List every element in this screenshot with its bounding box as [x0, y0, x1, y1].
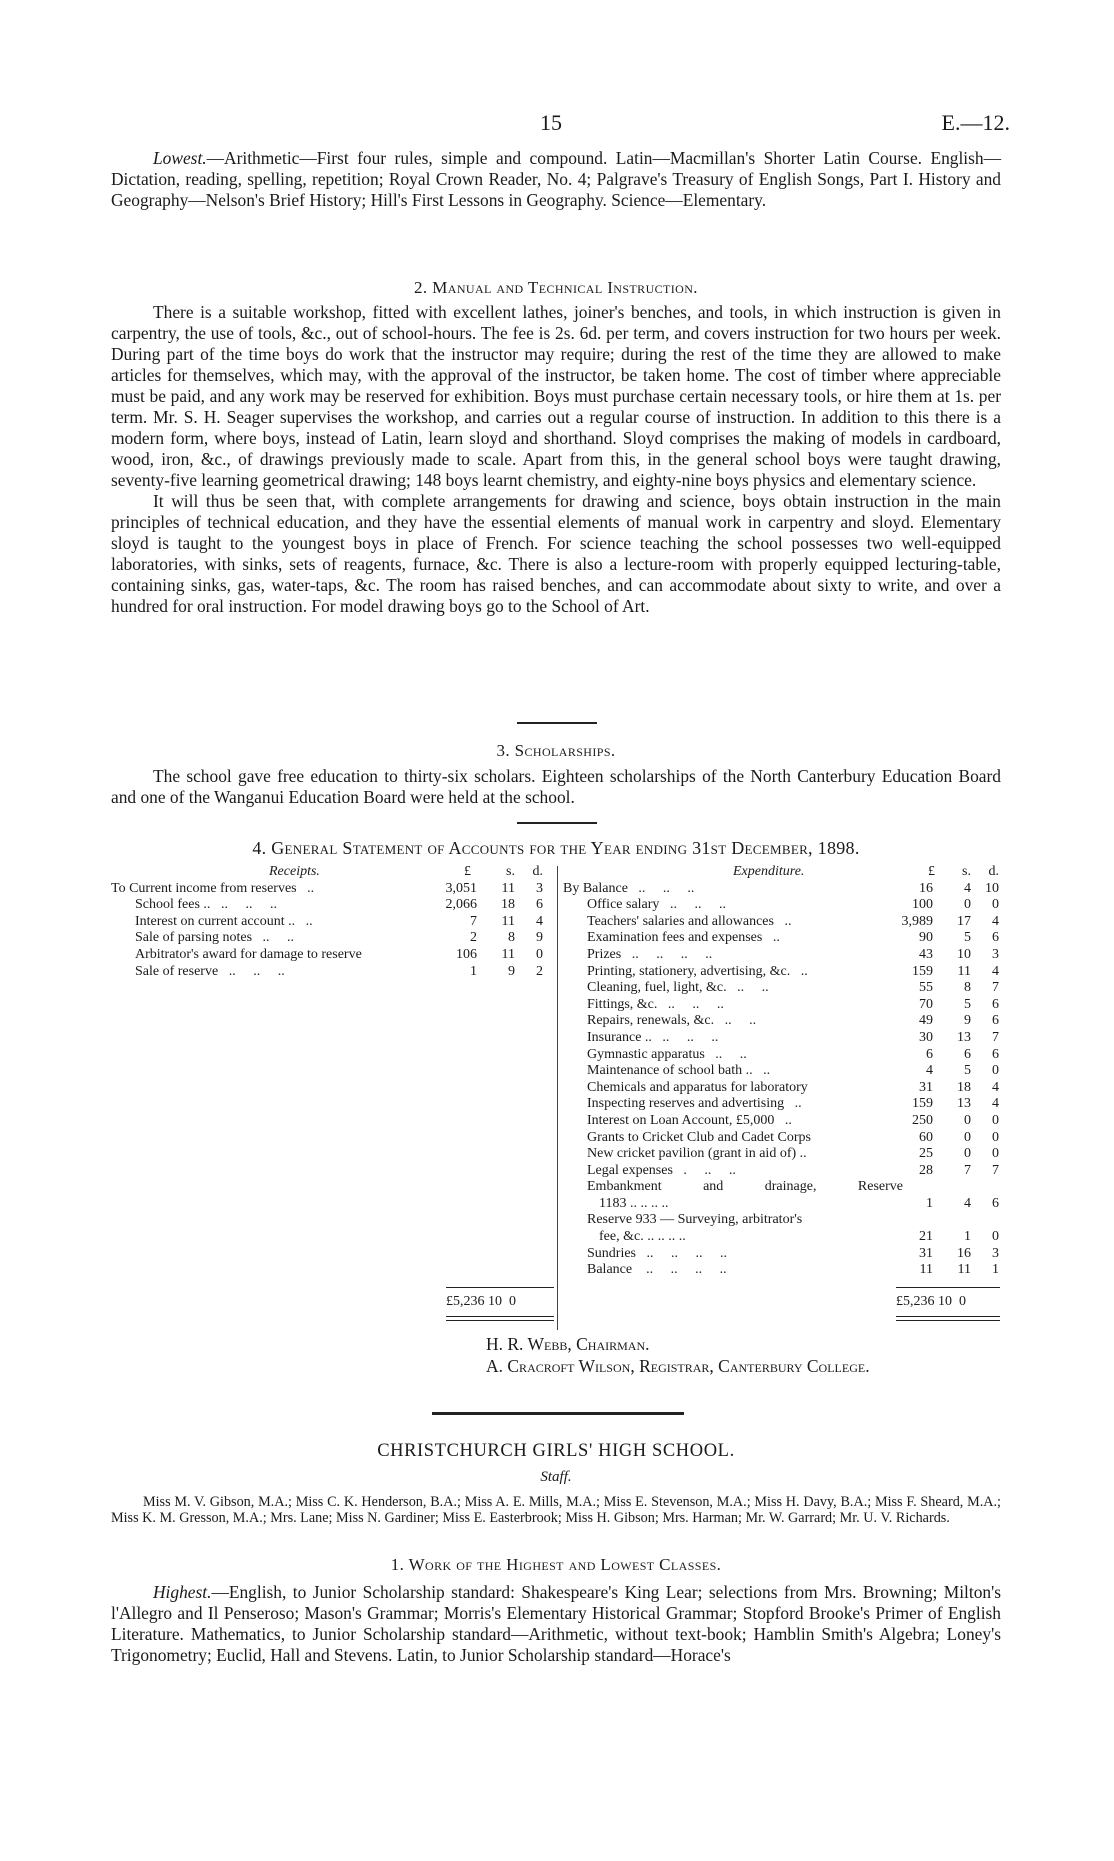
- expenditure-label-text: Fittings, &c.: [587, 996, 658, 1012]
- expenditure-label-text: Printing, stationery, advertising, &c.: [587, 963, 791, 979]
- amount-pence: 6: [992, 930, 999, 946]
- receipts-table: [111, 864, 551, 980]
- expenditure-row: [563, 1146, 1003, 1163]
- amount-pence: 0: [992, 1146, 999, 1162]
- manual-paragraph-1: There is a suitable workshop, fitted with excellent lathes, joiner's benches, and tools, in which instruction is given in carpentry, the use of tools, &c., out of school-hours. The fee is 2s. 6d. per term, and covers instruction for two hours per week. During part of the time boys do work that the instructor may require; during the rest of the time they are allowed to make articles for themselves, which may, with the approval of the instructor, be taken home. The cost of timber where appreciable must be paid, and any work may be reserved for exhibition. Boys must purchase certain necessary tools, or hire them at 1s. per term. Mr. S. H. Seager supervises the workshop, and carries out a regular course of instruction. In addition to this there is a modern form, where boys, instead of Latin, learn sloyd and shorthand. Sloyd comprises the making of models in cardboard, wood, iron, &c., of drawings previously made to scale. Apart from this, in the general school boys were taught drawing, seventy-five learning geometrical drawing; 148 boys learnt chemistry, and eighty-nine boys physics and elementary science.: [111, 302, 1001, 490]
- receipt-label-text: To Current income from reserves: [111, 880, 297, 896]
- amount-shillings: 9: [964, 1013, 971, 1029]
- amount-pounds: 28: [919, 1162, 933, 1178]
- col-shillings: s.: [962, 864, 971, 879]
- amount-shillings: 5: [964, 1063, 971, 1079]
- manual-paragraph-2: It will thus be seen that, with complete arrangements for drawing and science, boys obtain instruction in the main principles of technical education, and they have the essential elements of manual work in carpentry and sloyd. Elementary sloyd is taught to the youngest boys in place of French. For science teaching the school possesses two well-equipped laboratories, with sinks, sets of reagents, furnace, &c. There is also a lecture-room with properly equipped lecturing-table, containing sinks, gas, water-taps, &c. The room has raised benches, and can accommodate about sixty to write, and over a hundred for oral instruction. For model drawing boys go to the School of Art.: [111, 491, 1001, 616]
- chairman-signature: [486, 1334, 649, 1355]
- expenditure-label-text: Maintenance of school bath ..: [587, 1063, 753, 1079]
- leader-dots: . .. ..: [683, 1162, 736, 1178]
- col-pound: £: [928, 864, 935, 879]
- amount-pounds: 60: [919, 1129, 933, 1145]
- receipt-row: [111, 964, 551, 981]
- expenditure-row: [563, 930, 1003, 947]
- amount-pounds: 55: [919, 980, 933, 996]
- scholarships-text: The school gave free education to thirty-six scholars. Eighteen scholarships of the North Canterbury Education Board and one of the Wanganui Education Board were held at the school.: [111, 766, 1001, 807]
- amount-pounds: 43: [919, 946, 933, 962]
- expenditure-row: [563, 1096, 1003, 1113]
- amount-pounds: 159: [912, 1096, 933, 1112]
- amount-shillings: 1: [964, 1229, 971, 1245]
- amount-shillings: 13: [957, 1029, 971, 1045]
- col-pound: £: [464, 864, 471, 879]
- receipt-row: [111, 947, 551, 964]
- amount-pence: 4: [536, 913, 543, 929]
- work-heading-text: 1. Work of the Highest and Lowest Classes.: [390, 1555, 722, 1574]
- amount-pence: 3: [536, 880, 543, 896]
- leader-dots: .. .. ..: [669, 897, 726, 913]
- amount-shillings: 11: [957, 1262, 971, 1278]
- amount-pence: 10: [985, 880, 999, 896]
- receipt-label-text: School fees ..: [135, 897, 211, 913]
- amount-shillings: 0: [964, 1129, 971, 1145]
- amount-shillings: 16: [957, 1245, 971, 1261]
- lowest-lead: Lowest.: [153, 148, 207, 168]
- expenditure-label: [587, 1030, 718, 1047]
- receipt-row: [111, 881, 551, 898]
- expenditure-label-text: New cricket pavilion (grant in aid of) ..: [587, 1146, 807, 1162]
- expenditure-label: [587, 1080, 808, 1097]
- amount-shillings: 4: [964, 880, 971, 896]
- total-double-rule: [446, 1320, 554, 1321]
- expenditure-label: [587, 1063, 770, 1080]
- staff-list: [111, 1494, 1001, 1526]
- amount-pounds: 100: [912, 897, 933, 913]
- amount-pounds: 21: [919, 1229, 933, 1245]
- expenditure-row: [563, 964, 1003, 981]
- amount-pounds: 250: [912, 1112, 933, 1128]
- work-heading: [111, 1555, 1001, 1575]
- expenditure-row: [563, 1113, 1003, 1130]
- receipts-total: [446, 1294, 556, 1311]
- amount-pence: 4: [992, 913, 999, 929]
- amount-pounds: 3,051: [445, 880, 477, 896]
- amount-pence: 6: [992, 1195, 999, 1211]
- sundries-label: Sundries: [587, 1245, 636, 1261]
- leader-dots: ..: [784, 913, 792, 929]
- expenditure-label-text: Gymnastic apparatus: [587, 1046, 705, 1062]
- amount-shillings: 0: [964, 1112, 971, 1128]
- expenditure-label: [587, 964, 808, 981]
- amount-pounds: 11: [919, 1262, 933, 1278]
- highest-lead: Highest.: [153, 1582, 212, 1602]
- leader-dots: .. ..: [715, 1046, 747, 1062]
- column-divider: [557, 866, 558, 1330]
- receipt-label-text: Interest on current account ..: [135, 913, 296, 929]
- amount-pence: 0: [992, 897, 999, 913]
- leader-dots: ..: [794, 1096, 802, 1112]
- amount-shillings: 7: [964, 1162, 971, 1178]
- expenditure-label-text: Examination fees and expenses: [587, 930, 763, 946]
- amount-shillings: 18: [957, 1079, 971, 1095]
- leader-dots: .. ..: [262, 930, 295, 946]
- expenditure-row: [563, 897, 1003, 914]
- expenditure-row: [563, 947, 1003, 964]
- leader-dots: ..: [784, 1112, 792, 1128]
- expenditure-row: [563, 1063, 1003, 1080]
- expenditure-label-text: Office salary: [587, 897, 660, 913]
- amount-shillings: 0: [964, 1146, 971, 1162]
- receipt-label-text: Arbitrator's award for damage to reserve: [135, 946, 362, 962]
- expenditure-row: [563, 1030, 1003, 1047]
- amount-shillings: 13: [957, 1096, 971, 1112]
- leader-dots: ..: [305, 913, 313, 929]
- receipt-label: [111, 881, 314, 898]
- col-pence: d.: [988, 864, 999, 879]
- amount-pounds: 2: [470, 930, 477, 946]
- girls-school-title: CHRISTCHURCH GIRLS' HIGH SCHOOL.: [377, 1441, 735, 1461]
- leader-dots: ..: [772, 930, 780, 946]
- expenditure-row: [563, 1179, 1003, 1196]
- expenditure-label-text: Prizes: [587, 946, 622, 962]
- leader-dots: .. .. ..: [228, 963, 285, 979]
- expenditure-total-value: £5,236 10 0: [896, 1294, 966, 1309]
- receipt-label-text: Sale of reserve: [135, 963, 219, 979]
- expenditure-label: [587, 897, 726, 914]
- expenditure-header-row: [563, 864, 1003, 881]
- expenditure-row: [563, 1212, 1003, 1229]
- leader-dots: .. ..: [737, 980, 769, 996]
- staff-text: Miss M. V. Gibson, M.A.; Miss C. K. Henderson, B.A.; Miss A. E. Mills, M.A.; Miss E. Stevenson, M.A.; Miss H. Davy, B.A.; Miss F. Sheard, M.A.; Miss K. M. Gresson, M.A.; Mrs. Lane; Miss N. Gardiner; Miss E. Easterbrook; Miss H. Gibson; Mrs. Harman; Mr. W. Garrard; Mr. U. V. Richards.: [111, 1494, 1001, 1526]
- amount-shillings: 4: [964, 1195, 971, 1211]
- amount-pence: 0: [992, 1112, 999, 1128]
- expenditure-row: [563, 1246, 1003, 1263]
- amount-pence: 0: [992, 1063, 999, 1079]
- expenditure-row: [563, 1080, 1003, 1097]
- amount-shillings: 11: [957, 963, 971, 979]
- expenditure-label: [587, 1262, 727, 1279]
- expenditure-label-text: By Balance: [563, 880, 628, 896]
- heavy-divider: [432, 1412, 684, 1415]
- expenditure-row: [563, 1013, 1003, 1030]
- receipt-label: [135, 964, 285, 981]
- highest-paragraph: [111, 1582, 1001, 1666]
- expenditure-label: [587, 1130, 811, 1147]
- total-double-rule: [896, 1320, 1000, 1321]
- lowest-text: —Arithmetic—First four rules, simple and compound. Latin—Macmillan's Shorter Latin Course. English—Dictation, reading, spelling, repetition; Royal Crown Reader, No. 4; Palgrave's Treasury of English Songs, Part I. History and Geography—Nelson's Brief History; Hill's First Lessons in Geography. Science—Elementary.: [111, 148, 1001, 210]
- amount-pence: 6: [992, 1046, 999, 1062]
- amount-pounds: 90: [919, 930, 933, 946]
- registrar-text: A. Cracroft Wilson, Registrar, Canterbury College.: [486, 1356, 870, 1376]
- expenditure-label: Reserve 933 — Surveying, arbitrator's: [587, 1212, 803, 1228]
- expenditure-label: [587, 930, 780, 947]
- amount-pounds: 4: [926, 1063, 933, 1079]
- expenditure-label: [587, 1113, 792, 1130]
- registrar-signature: [486, 1356, 870, 1377]
- expenditure-row: [563, 1130, 1003, 1147]
- expenditure-label-text: Repairs, renewals, &c.: [587, 1013, 715, 1029]
- expenditure-label-text: Chemicals and apparatus for laboratory: [587, 1079, 808, 1095]
- expenditure-heading: Expenditure.: [733, 864, 805, 879]
- manual-paragraphs: [111, 302, 1001, 617]
- amount-pounds: 159: [912, 963, 933, 979]
- total-rule: [446, 1287, 554, 1288]
- expenditure-label-text: Inspecting reserves and advertising: [587, 1096, 785, 1112]
- receipt-label: [135, 914, 313, 931]
- amount-shillings: 18: [501, 897, 515, 913]
- amount-pence: 7: [992, 1029, 999, 1045]
- total-rule: [896, 1287, 1000, 1288]
- expenditure-row: [563, 1047, 1003, 1064]
- expenditure-label: [587, 1163, 736, 1180]
- amount-pence: 0: [536, 946, 543, 962]
- expenditure-label-text: Cleaning, fuel, light, &c.: [587, 980, 727, 996]
- scholarships-paragraph: [111, 766, 1001, 808]
- expenditure-row: [563, 1196, 1003, 1213]
- expenditure-label-text: Interest on Loan Account, £5,000: [587, 1112, 775, 1128]
- lowest-paragraph: [111, 148, 1001, 211]
- expenditure-label: [587, 997, 724, 1014]
- balance-label: Balance: [587, 1262, 633, 1278]
- expenditure-label: 1183 .. .. .. ..: [599, 1195, 669, 1211]
- amount-shillings: 11: [501, 946, 515, 962]
- page-number: 15: [540, 110, 562, 135]
- leader-dots: .. .. .. ..: [631, 946, 713, 962]
- amount-shillings: 11: [501, 913, 515, 929]
- expenditure-table: [563, 864, 1003, 1279]
- expenditure-label-text: Grants to Cricket Club and Cadet Corps: [587, 1129, 811, 1145]
- amount-pence: 3: [992, 1245, 999, 1261]
- manual-heading-text: 2. Manual and Technical Instruction.: [414, 278, 698, 297]
- expenditure-row: [563, 997, 1003, 1014]
- leader-dots: .. .. ..: [667, 996, 724, 1012]
- leader-dots: .. .. ..: [662, 1029, 719, 1045]
- amount-pence: 0: [992, 1129, 999, 1145]
- expenditure-label: [587, 914, 791, 931]
- highest-text: —English, to Junior Scholarship standard: Shakespeare's King Lear; selections from Mrs. Browning; Milton's l'Allegro and Il Penseroso; Mason's Grammar; Morris's Elementary Historical Grammar; Stopford Brooke's Primer of English Literature. Mathematics, to Junior Scholarship standard—Arithmetic, without text-book; Hamblin Smith's Algebra; Loney's Trigonometry; Euclid, Hall and Stevens. Latin, to Junior Scholarship standard—Horace's: [111, 1582, 1001, 1665]
- amount-pounds: 25: [919, 1146, 933, 1162]
- col-shillings: s.: [506, 864, 515, 879]
- expenditure-label: [587, 1146, 807, 1163]
- amount-shillings: 5: [964, 996, 971, 1012]
- expenditure-label: [587, 1013, 756, 1030]
- expenditure-label: [587, 947, 712, 964]
- leader-dots: .. .. ..: [220, 897, 277, 913]
- amount-pence: 6: [992, 996, 999, 1012]
- amount-shillings: 5: [964, 930, 971, 946]
- amount-pounds: 7: [470, 913, 477, 929]
- amount-pence: 6: [536, 897, 543, 913]
- amount-pounds: 1: [470, 963, 477, 979]
- leader-dots: .. .. ..: [638, 880, 695, 896]
- expenditure-row: [563, 980, 1003, 997]
- expenditure-row: [563, 1163, 1003, 1180]
- receipts-total-value: £5,236 10 0: [446, 1294, 516, 1309]
- accounts-title: [111, 838, 1001, 859]
- amount-shillings: 6: [964, 1046, 971, 1062]
- expenditure-label-text: Legal expenses: [587, 1162, 673, 1178]
- amount-pounds: 3,989: [901, 913, 933, 929]
- leader-dots: ..: [307, 880, 315, 896]
- receipt-row: [111, 930, 551, 947]
- scholarships-heading-text: 3. Scholarships.: [496, 741, 616, 760]
- col-pence: d.: [532, 864, 543, 879]
- manual-heading: [111, 278, 1001, 298]
- scholarships-heading: [111, 741, 1001, 761]
- total-double-rule: [896, 1316, 1000, 1317]
- expenditure-label: [587, 1246, 727, 1263]
- amount-shillings: 8: [508, 930, 515, 946]
- expenditure-label: [587, 1047, 747, 1064]
- amount-pence: 6: [992, 1013, 999, 1029]
- amount-pence: 3: [992, 946, 999, 962]
- amount-pounds: 16: [919, 880, 933, 896]
- amount-pence: 2: [536, 963, 543, 979]
- expenditure-total: [896, 1294, 1006, 1311]
- receipts-heading: Receipts.: [269, 864, 320, 879]
- receipt-label: [135, 947, 362, 964]
- staff-heading: Staff.: [540, 1469, 572, 1485]
- receipt-row: [111, 914, 551, 931]
- receipt-row: [111, 897, 551, 914]
- amount-pounds: 70: [919, 996, 933, 1012]
- amount-pounds: 2,066: [445, 897, 477, 913]
- total-double-rule: [446, 1316, 554, 1317]
- expenditure-label: [587, 1096, 802, 1113]
- expenditure-row: [563, 914, 1003, 931]
- amount-shillings: 9: [508, 963, 515, 979]
- amount-pounds: 106: [456, 946, 477, 962]
- document-reference: E.—12.: [941, 110, 1010, 135]
- receipt-label: [135, 930, 294, 947]
- receipt-label: [135, 897, 277, 914]
- receipt-label-text: Sale of parsing notes: [135, 930, 253, 946]
- amount-pence: 9: [536, 930, 543, 946]
- amount-pence: 4: [992, 963, 999, 979]
- accounts-title-text: 4. General Statement of Accounts for the Year ending 31st December, 1898.: [252, 838, 860, 858]
- amount-pounds: 31: [919, 1079, 933, 1095]
- chairman-text: H. R. Webb, Chairman.: [486, 1334, 650, 1354]
- amount-shillings: 10: [957, 946, 971, 962]
- section-divider: [517, 822, 597, 824]
- leader-dots: ..: [800, 963, 808, 979]
- expenditure-row: [563, 881, 1003, 898]
- amount-shillings: 11: [501, 880, 515, 896]
- amount-pounds: 30: [919, 1029, 933, 1045]
- expenditure-label: [587, 980, 769, 997]
- amount-pounds: 31: [919, 1245, 933, 1261]
- leader-dots: .. ..: [724, 1013, 757, 1029]
- amount-pounds: 6: [926, 1046, 933, 1062]
- expenditure-row: [563, 1262, 1003, 1279]
- expenditure-label-text: Insurance ..: [587, 1029, 652, 1045]
- amount-shillings: 17: [957, 913, 971, 929]
- leader-dots: ..: [763, 1063, 771, 1079]
- leader-dots: .. .. .. ..: [646, 1245, 727, 1261]
- expenditure-label: Embankment and drainage, Reserve: [587, 1179, 903, 1195]
- amount-pence: 4: [992, 1079, 999, 1095]
- amount-pence: 7: [992, 980, 999, 996]
- amount-shillings: 8: [964, 980, 971, 996]
- amount-pounds: 49: [919, 1013, 933, 1029]
- leader-dots: .. .. .. ..: [646, 1262, 727, 1278]
- section-divider: [517, 722, 597, 724]
- amount-pence: 7: [992, 1162, 999, 1178]
- amount-pence: 1: [992, 1262, 999, 1278]
- amount-pence: 0: [992, 1229, 999, 1245]
- amount-pence: 4: [992, 1096, 999, 1112]
- expenditure-label: [563, 881, 694, 898]
- receipts-header-row: [111, 864, 551, 881]
- expenditure-label-text: Teachers' salaries and allowances: [587, 913, 774, 929]
- amount-pounds: 1: [926, 1195, 933, 1211]
- amount-shillings: 0: [964, 897, 971, 913]
- expenditure-row: [563, 1229, 1003, 1246]
- expenditure-label: fee, &c. .. .. .. ..: [599, 1229, 686, 1245]
